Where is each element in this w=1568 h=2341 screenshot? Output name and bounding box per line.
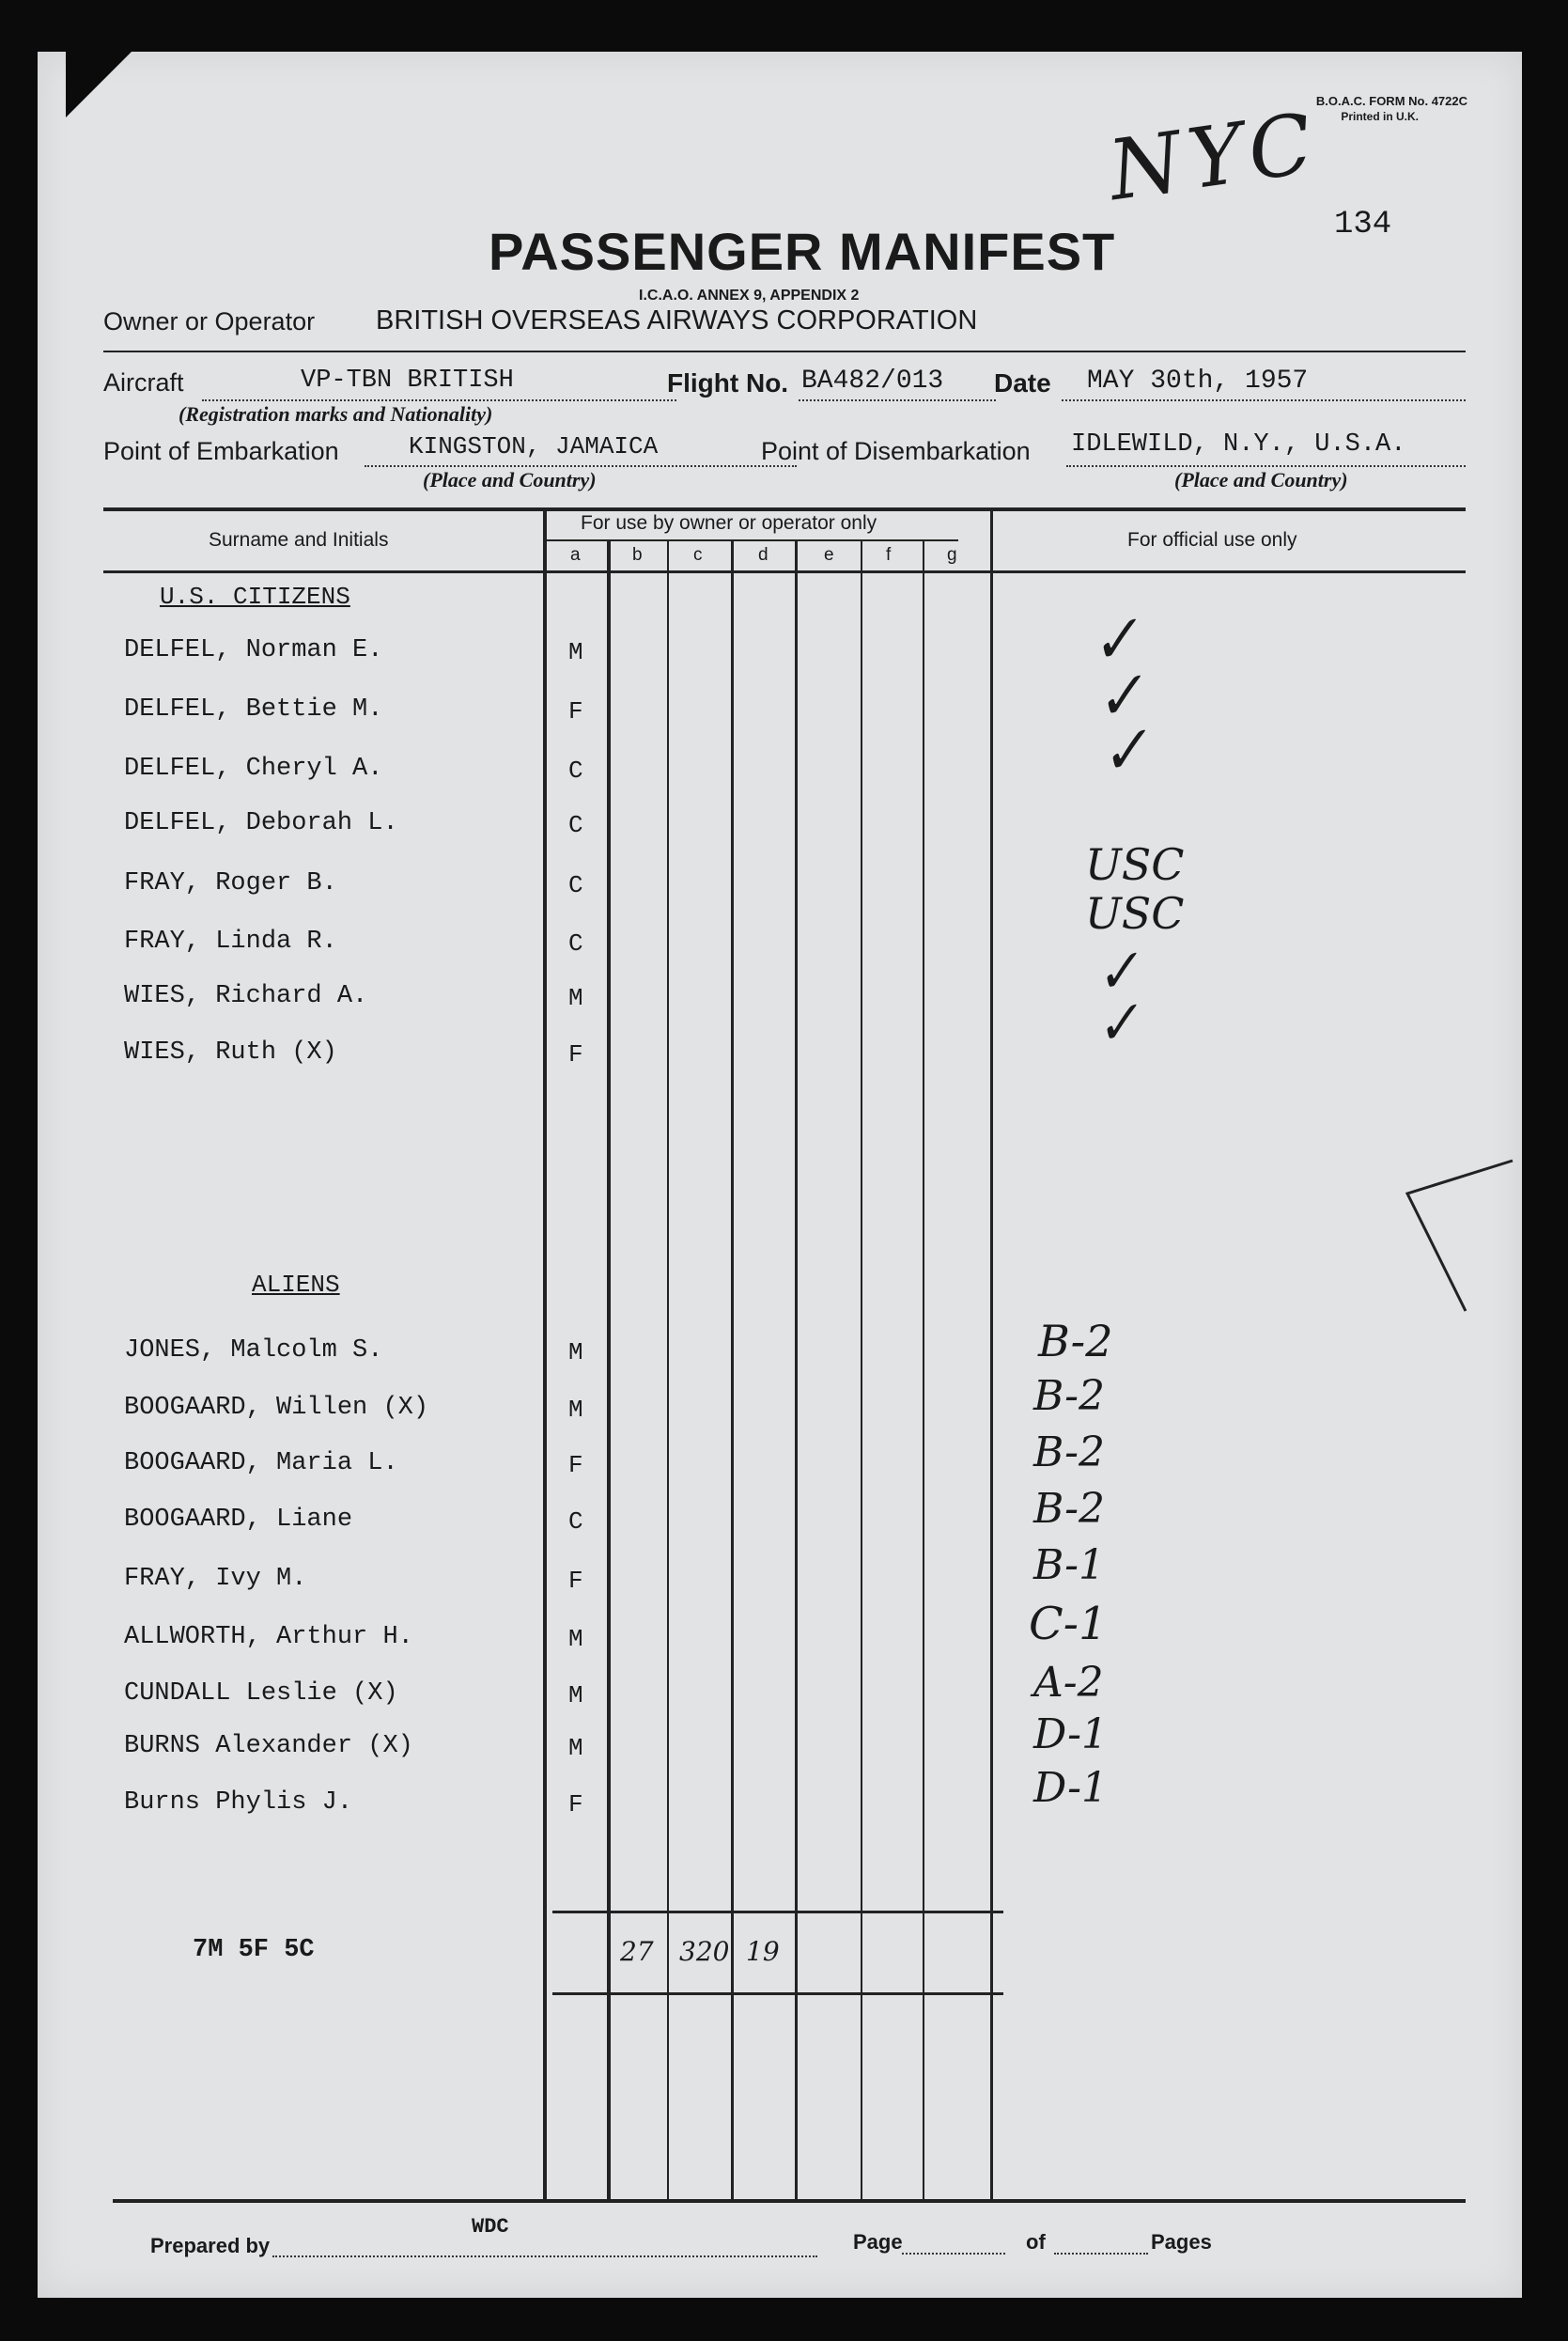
passenger-sex: F (568, 1567, 583, 1595)
passenger-sex: F (568, 1451, 583, 1479)
official-mark: ✓ (1083, 601, 1146, 680)
official-mark: B-2 (1033, 1485, 1106, 1533)
aircraft-blank (202, 399, 676, 401)
flight-value: BA482/013 (801, 367, 944, 396)
official-mark: C-1 (1029, 1598, 1108, 1650)
aircraft-caption: (Registration marks and Nationality) (179, 402, 493, 426)
table-top-rule (103, 507, 1466, 511)
totals-top-rule (552, 1911, 1003, 1913)
passenger-name: FRAY, Ivy M. (124, 1565, 307, 1593)
passenger-name: DELFEL, Bettie M. (124, 695, 383, 724)
page-label: Page (853, 2230, 903, 2254)
subcol-g: g (947, 545, 957, 565)
col-line-6 (923, 539, 924, 2199)
aircraft-label: Aircraft (103, 368, 184, 397)
col-line-1 (607, 539, 611, 2199)
passenger-sex: F (568, 1040, 583, 1069)
subcol-f: f (886, 545, 892, 565)
official-mark: B-2 (1033, 1372, 1106, 1420)
page-subtitle: I.C.A.O. ANNEX 9, APPENDIX 2 (639, 288, 860, 304)
section-heading-us-citizens: U.S. CITIZENS (160, 583, 350, 611)
official-mark: D-1 (1033, 1710, 1108, 1758)
pages-label: Pages (1151, 2230, 1212, 2254)
official-mark: D-1 (1033, 1764, 1108, 1812)
form-code: B.O.A.C. FORM No. 4722C (1315, 94, 1467, 108)
subcol-d: d (758, 545, 768, 565)
owner-value: BRITISH OVERSEAS AIRWAYS CORPORATION (376, 305, 978, 336)
aircraft-value: VP-TBN BRITISH (301, 367, 514, 395)
passenger-name: DELFEL, Deborah L. (124, 809, 398, 837)
passenger-name: FRAY, Roger B. (124, 869, 337, 897)
passenger-sex: M (568, 1681, 583, 1709)
total-b: 27 (620, 1936, 654, 1967)
prepared-value: WDC (472, 2215, 509, 2239)
header-bottom-rule (103, 570, 1466, 573)
passenger-name: CUNDALL Leslie (X) (124, 1679, 398, 1708)
col-line-5 (861, 539, 862, 2199)
embark-label: Point of Embarkation (103, 437, 339, 465)
paper-fold-mark (1400, 1156, 1522, 1316)
prepared-blank (272, 2255, 817, 2257)
rule-top (103, 351, 1466, 352)
passenger-name: Burns Phylis J. (124, 1788, 353, 1817)
embark-value: KINGSTON, JAMAICA (409, 432, 659, 460)
passenger-sex: C (568, 1507, 583, 1536)
subcol-e: e (824, 545, 834, 565)
col-line-4 (795, 539, 798, 2199)
header-official: For official use only (1127, 529, 1297, 551)
date-label: Date (994, 368, 1051, 398)
official-mark: ✓ (1089, 936, 1146, 1007)
disembark-label: Point of Disembarkation (761, 437, 1031, 465)
official-mark: B-2 (1038, 1316, 1113, 1366)
passenger-sex: M (568, 1625, 583, 1653)
handwritten-station: NYC (1102, 93, 1326, 220)
passenger-name: BURNS Alexander (X) (124, 1732, 413, 1760)
passenger-sex: M (568, 984, 583, 1012)
page-number-stamp: 134 (1334, 207, 1392, 242)
passenger-name: JONES, Malcolm S. (124, 1336, 383, 1365)
col-line-2 (667, 539, 669, 2199)
subcol-c: c (693, 545, 703, 565)
torn-corner (66, 52, 132, 117)
embark-caption: (Place and Country) (423, 468, 597, 492)
passenger-sex: M (568, 1396, 583, 1424)
passenger-name: BOOGAARD, Willen (X) (124, 1394, 429, 1422)
date-value: MAY 30th, 1957 (1087, 367, 1309, 396)
passenger-name: DELFEL, Norman E. (124, 636, 383, 664)
flight-blank (799, 399, 996, 401)
passenger-name: ALLWORTH, Arthur H. (124, 1623, 413, 1651)
totals-summary: 7M 5F 5C (193, 1936, 315, 1964)
passenger-sex: M (568, 638, 583, 666)
passenger-sex: M (568, 1338, 583, 1366)
passenger-sex: F (568, 1790, 583, 1818)
passenger-name: BOOGAARD, Liane (124, 1506, 353, 1534)
page-blank (902, 2253, 1005, 2255)
page-title: PASSENGER MANIFEST (489, 222, 1116, 281)
official-mark: A-2 (1033, 1659, 1104, 1707)
passenger-sex: M (568, 1734, 583, 1762)
total-c: 320 (679, 1936, 730, 1967)
header-surname: Surname and Initials (209, 529, 389, 551)
passenger-sex: C (568, 929, 583, 958)
totals-bottom-rule (552, 1992, 1003, 1995)
passenger-sex: C (568, 757, 583, 785)
section-heading-aliens: ALIENS (252, 1271, 340, 1299)
passenger-name: BOOGAARD, Maria L. (124, 1449, 398, 1477)
passenger-sex: C (568, 811, 583, 839)
official-mark: USC (1085, 839, 1185, 890)
table-bottom-rule (113, 2199, 1466, 2203)
passenger-sex: C (568, 871, 583, 899)
passenger-sex: F (568, 697, 583, 726)
passenger-name: FRAY, Linda R. (124, 928, 337, 956)
disembark-caption: (Place and Country) (1174, 468, 1348, 492)
of-label: of (1026, 2230, 1046, 2254)
col-line-0 (543, 507, 547, 2199)
col-line-7 (990, 507, 993, 2199)
passenger-name: DELFEL, Cheryl A. (124, 755, 383, 783)
printed-in: Printed in U.K. (1341, 110, 1419, 123)
disembark-value: IDLEWILD, N.Y., U.S.A. (1071, 430, 1406, 459)
header-operator: For use by owner or operator only (581, 512, 877, 534)
official-mark: B-2 (1033, 1428, 1106, 1476)
prepared-label: Prepared by (150, 2234, 271, 2257)
embark-blank (365, 465, 797, 467)
subcol-a: a (570, 545, 581, 565)
disembark-blank (1066, 465, 1466, 467)
total-d: 19 (746, 1936, 780, 1967)
passenger-name: WIES, Richard A. (124, 982, 368, 1010)
passenger-name: WIES, Ruth (X) (124, 1038, 337, 1067)
flight-label: Flight No. (667, 368, 789, 398)
official-mark: B-1 (1033, 1541, 1106, 1589)
of-blank (1054, 2253, 1148, 2255)
official-mark: ✓ (1089, 988, 1146, 1059)
date-blank (1062, 399, 1466, 401)
subcol-b: b (632, 545, 643, 565)
official-mark: ✓ (1088, 658, 1151, 737)
manifest-sheet (38, 52, 1522, 2298)
official-mark: ✓ (1093, 712, 1156, 791)
official-mark: USC (1085, 888, 1185, 939)
owner-label: Owner or Operator (103, 307, 316, 336)
col-line-3 (731, 539, 734, 2199)
